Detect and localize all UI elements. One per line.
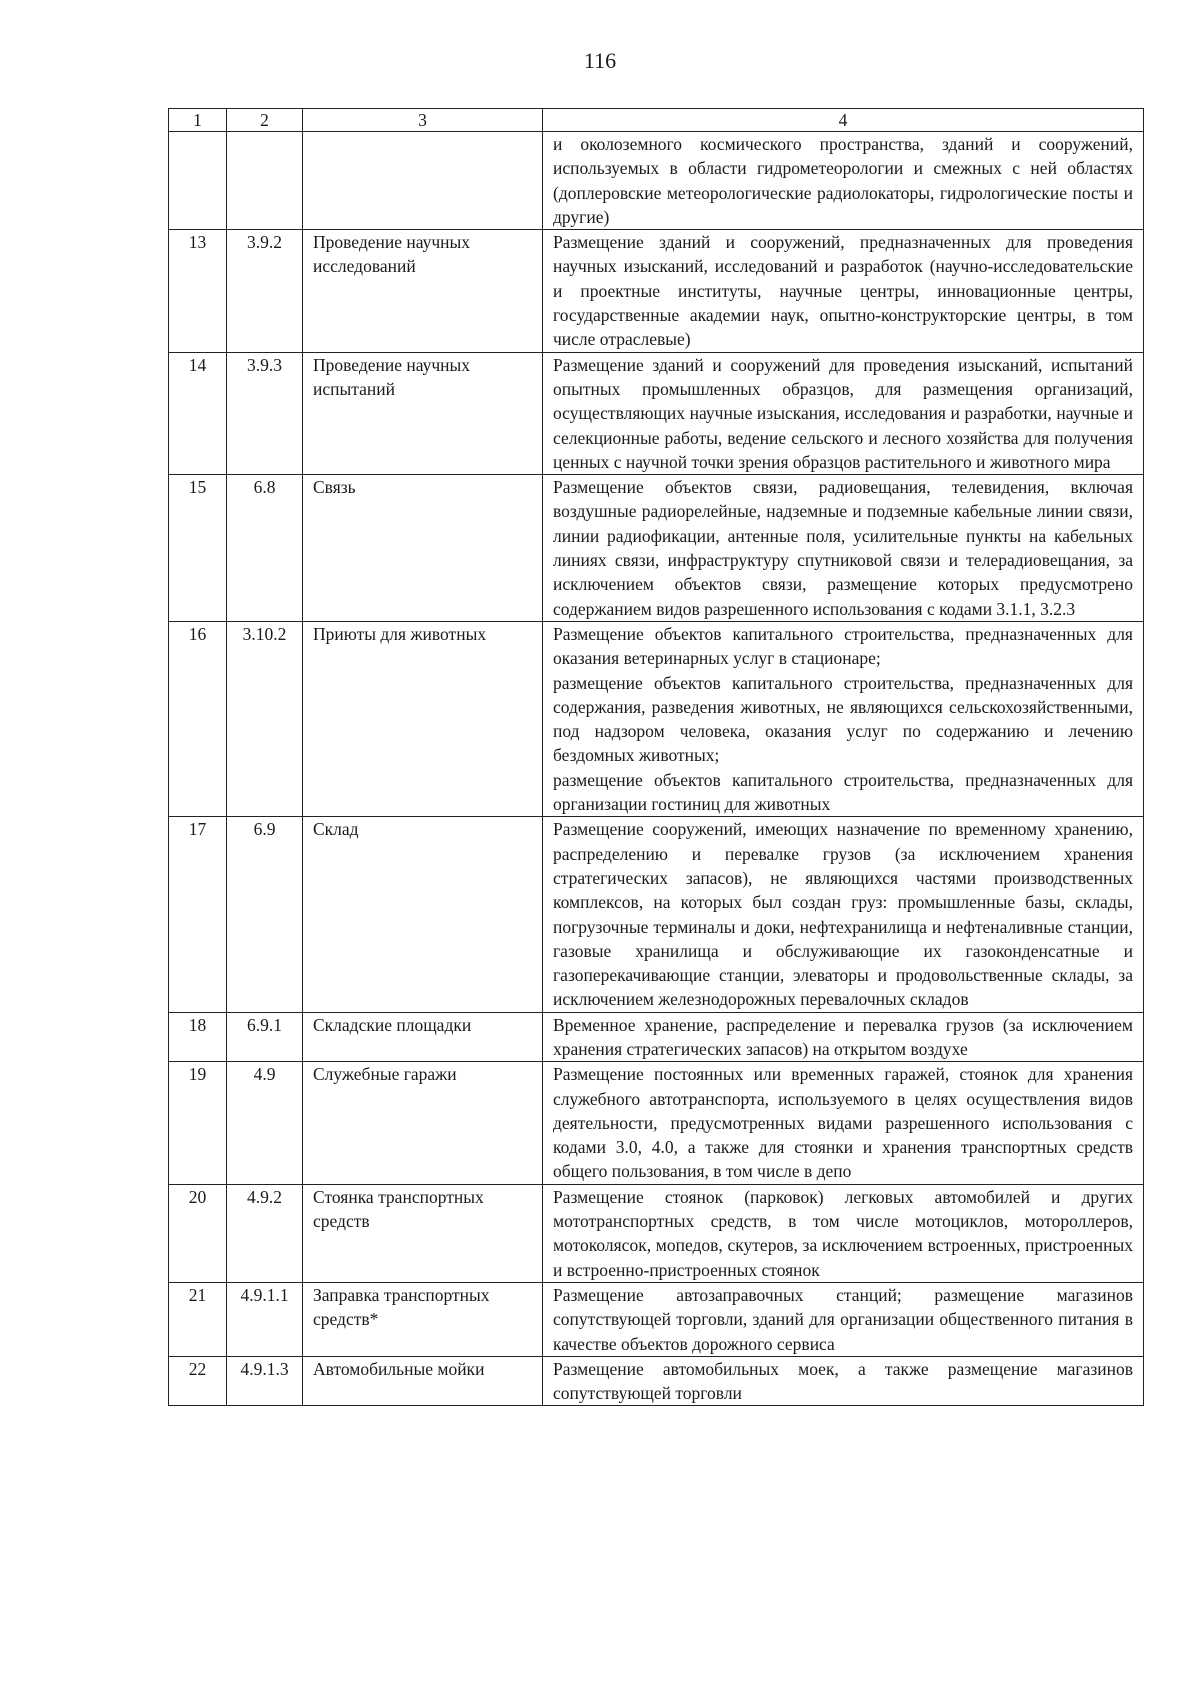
description-paragraph: Размещение объектов капитального строительства, предназначенных для оказания ветеринарных услуг в стационаре; — [553, 623, 1133, 669]
description-paragraph: Размещение автозаправочных станций; размещение магазинов сопутствующей торговли, зданий для организации общественного питания в качестве объектов дорожного сервиса — [553, 1284, 1133, 1354]
cell-code: 4.9 — [227, 1062, 303, 1184]
table-row — [169, 1184, 1144, 1282]
cell-description — [543, 1184, 1144, 1282]
cell-name: Складские площадки — [303, 1012, 543, 1062]
cell-description — [543, 621, 1144, 816]
cell-num: 15 — [169, 475, 227, 622]
description-paragraph: Размещение автомобильных моек, а также размещение магазинов сопутствующей торговли — [553, 1358, 1133, 1404]
cell-num — [169, 132, 227, 230]
cell-name: Приюты для животных — [303, 621, 543, 816]
table-row — [169, 352, 1144, 474]
description-paragraph: Размещение объектов связи, радиовещания, телевидения, включая воздушные радиорелейные, надземные и подземные кабельные линии связи, линии радиофикации, антенные поля, усилительные пункты на кабельных линиях связи, инфраструктуру спутниковой связи и телерадиовещания, за исключением объектов связи, размещение которых предусмотрено содержанием видов разрешенного использования с кодами 3.1.1, 3.2.3 — [553, 477, 1133, 619]
header-row — [169, 109, 1144, 132]
cell-code: 4.9.1.3 — [227, 1356, 303, 1406]
description-paragraph: Размещение сооружений, имеющих назначение по временному хранению, распределению и перевалке грузов (за исключением хранения стратегических запасов), не являющихся частями производственных комплексов, на которых был создан груз: промышленные базы, склады, погрузочные терминалы и доки, нефтехранилища и нефтеналивные станции, газовые хранилища и обслуживающие их газоконденсатные и газоперекачивающие станции, элеваторы и продовольственные склады, за исключением железнодорожных перевалочных складов — [553, 819, 1133, 1010]
cell-code: 4.9.1.1 — [227, 1282, 303, 1356]
cell-code: 6.8 — [227, 475, 303, 622]
cell-num: 14 — [169, 352, 227, 474]
cell-description — [543, 475, 1144, 622]
cell-num: 21 — [169, 1282, 227, 1356]
cell-code: 3.9.2 — [227, 230, 303, 352]
cell-num: 13 — [169, 230, 227, 352]
cell-name: Заправка транспортных средств* — [303, 1282, 543, 1356]
cell-name — [303, 132, 543, 230]
cell-name: Служебные гаражи — [303, 1062, 543, 1184]
table-row — [169, 817, 1144, 1012]
cell-num: 18 — [169, 1012, 227, 1062]
cell-description — [543, 230, 1144, 352]
cell-num: 19 — [169, 1062, 227, 1184]
cell-description — [543, 1062, 1144, 1184]
column-header-4: 4 — [543, 109, 1144, 132]
description-paragraph: размещение объектов капитального строительства, предназначенных для организации гостиниц для животных — [553, 769, 1133, 815]
cell-code: 4.9.2 — [227, 1184, 303, 1282]
description-paragraph: размещение объектов капитального строительства, предназначенных для содержания, разведения животных, не являющихся сельскохозяйственными, под надзором человека, оказания услуг по содержанию и лечению бездомных животных; — [553, 672, 1133, 766]
column-header-1: 1 — [169, 109, 227, 132]
cell-code: 6.9.1 — [227, 1012, 303, 1062]
cell-name: Проведение научных испытаний — [303, 352, 543, 474]
column-header-3: 3 — [303, 109, 543, 132]
description-paragraph: Размещение постоянных или временных гаражей, стоянок для хранения служебного автотранспорта, используемого в целях осуществления видов деятельности, предусмотренных видами разрешенного использования с кодами 3.0, 4.0, а также для стоянки и хранения транспортных средств общего пользования, в том числе в депо — [553, 1064, 1133, 1182]
page-number: 116 — [583, 48, 617, 73]
land-use-table — [168, 108, 1144, 1406]
cell-description — [543, 1282, 1144, 1356]
cell-code: 3.9.3 — [227, 352, 303, 474]
cell-name: Связь — [303, 475, 543, 622]
cell-name: Автомобильные мойки — [303, 1356, 543, 1406]
cell-num: 20 — [169, 1184, 227, 1282]
table-row — [169, 230, 1144, 352]
cell-code — [227, 132, 303, 230]
cell-code: 3.10.2 — [227, 621, 303, 816]
cell-num: 17 — [169, 817, 227, 1012]
cell-num: 16 — [169, 621, 227, 816]
table-row — [169, 1282, 1144, 1356]
table-row — [169, 1062, 1144, 1184]
cell-name: Проведение научных исследований — [303, 230, 543, 352]
description-paragraph: Размещение зданий и сооружений для проведения изысканий, испытаний опытных промышленных образцов, для размещения организаций, осуществляющих научные изыскания, исследования и разработки, научные и селекционные работы, ведение сельского и лесного хозяйства для получения ценных с научной точки зрения образцов растительного и животного мира — [553, 354, 1133, 472]
table-row — [169, 621, 1144, 816]
table-row — [169, 1012, 1144, 1062]
description-paragraph: Размещение стоянок (парковок) легковых автомобилей и других мототранспортных средств, в том числе мотоциклов, мотороллеров, мотоколясок, мопедов, скутеров, за исключением встроенных, пристроенных и встроенно-пристроенных стоянок — [553, 1186, 1133, 1280]
table-row — [169, 1356, 1144, 1406]
cell-name: Стоянка транспортных средств — [303, 1184, 543, 1282]
cell-description — [543, 352, 1144, 474]
table-row — [169, 475, 1144, 622]
cell-num: 22 — [169, 1356, 227, 1406]
table-row-continuation — [169, 132, 1144, 230]
cell-description — [543, 1356, 1144, 1406]
description-paragraph: Временное хранение, распределение и перевалка грузов (за исключением хранения стратегических запасов) на открытом воздухе — [553, 1014, 1133, 1059]
cell-code: 6.9 — [227, 817, 303, 1012]
description-paragraph: Размещение зданий и сооружений, предназначенных для проведения научных изысканий, исследований и разработок (научно-исследовательские и проектные институты, научные центры, инновационные центры, государственные академии наук, опытно-конструкторские центры, в том числе отраслевые) — [553, 232, 1133, 350]
table-body — [169, 132, 1144, 1406]
cell-name: Склад — [303, 817, 543, 1012]
cell-description — [543, 132, 1144, 230]
cell-description — [543, 1012, 1144, 1062]
description-paragraph: и околоземного космического пространства, зданий и сооружений, используемых в области гидрометеорологии и смежных с ней областях (доплеровские метеорологические радиолокаторы, гидрологические посты и другие) — [553, 134, 1133, 227]
column-header-2: 2 — [227, 109, 303, 132]
cell-description — [543, 817, 1144, 1012]
